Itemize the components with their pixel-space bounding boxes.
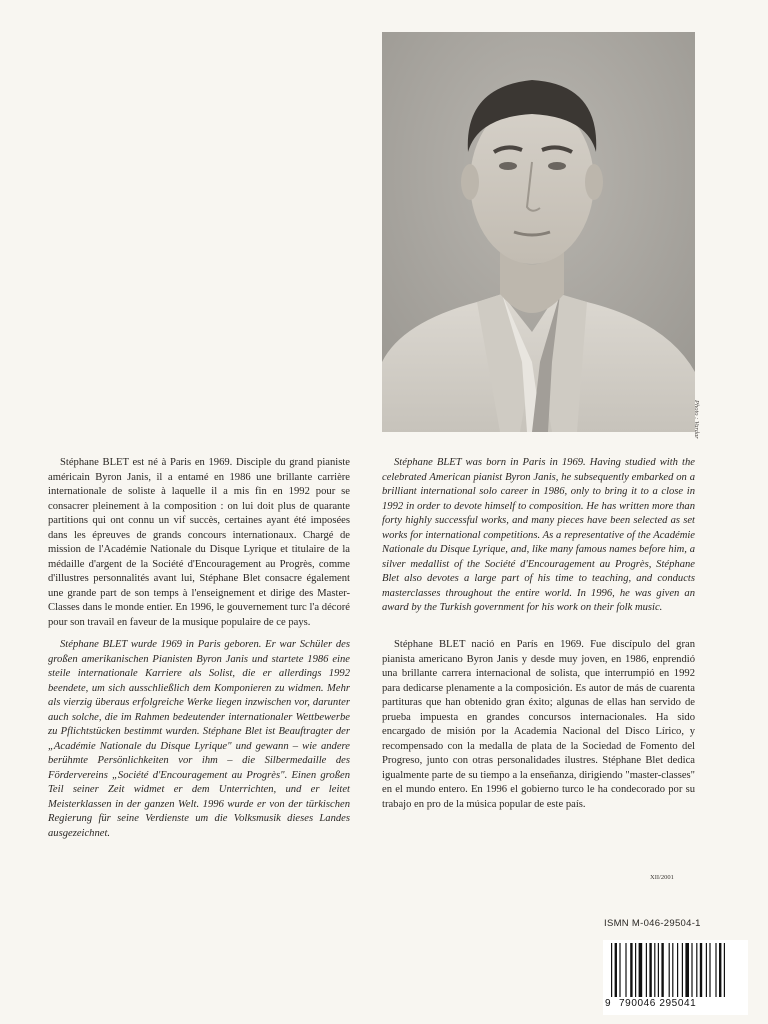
barcode-bar [630, 943, 632, 997]
biography-spanish: Stéphane BLET nació en París en 1969. Fue discípulo del gran pianista americano Byron Janis y desde muy joven, en 1986, enprendió una brillante carrera internacional de solista, que interrumpió en 1992 para dedicarse plenamente a la composición. Es autor de más de cuarenta partituras que han obtenido gran éxito; algunas de ellas han servido de prueba impuesta en grandes concursos internacionales. Ha sido encargado de misión por la Academia Nacional del Disco Lírico, y recompensado con la medalla de plata de la Sociedad de Fomento del Progreso, junto con otras personalidades ilustres. Stéphane Blet dedica igualmente parte de su tiempo a la enseñanza, dirigiendo "master-classes" en el mundo entero. En 1996 el gobierno turco le ha condecorado por su trabajo en pro de la música popular de este país. [382, 639, 695, 810]
barcode-bar [682, 943, 683, 997]
barcode-bar [696, 943, 697, 997]
ismn-number: ISMN M-046-29504-1 [604, 918, 701, 929]
barcode-first-digit: 9 [605, 998, 611, 1009]
barcode-bar [691, 943, 692, 997]
barcode-bar [615, 943, 617, 997]
barcode-bar [639, 943, 643, 997]
photo-credit: Photo : Vardar [693, 400, 700, 439]
biography-french: Stéphane BLET est né à Paris en 1969. Disciple du grand pianiste américain Byron Janis, il a entamé en 1986 une brillante carrière internationale de soliste à laquelle il a mis fin en 1992 pour se consacrer pleinement à la composition : on lui doit plus de quarante partitions qui ont connu un vif succès, certaines ayant été imposées dans les épreuves de grands concours internationaux. Chargé de mission de l'Académie Nationale du Disque Lyrique et titulaire de la médaille d'argent de la Société d'Encouragement au Progrès, comme d'illustres personnalités avant lui, Stéphane Blet consacre également une grande part de son temps à l'enseignement et dirige des Master-Classes dans le monde entier. En 1996, le gouvernement turc l'a décoré pour son travail en faveur de la musique populaire de ce pays. [48, 457, 350, 628]
barcode-bar [646, 943, 647, 997]
barcode-digits: 790046 295041 [619, 998, 697, 1009]
barcode-bar [709, 943, 710, 997]
barcode-bar [654, 943, 655, 997]
portrait-photo [382, 32, 695, 432]
barcode-bar [706, 943, 707, 997]
barcode-bar [677, 943, 678, 997]
barcode-bar [685, 943, 689, 997]
barcode-bar [700, 943, 702, 997]
barcode-bar [724, 943, 725, 997]
barcode-bar [669, 943, 670, 997]
portrait-illustration [382, 32, 695, 432]
barcode-bar [649, 943, 651, 997]
barcode-bar [719, 943, 721, 997]
barcode-bar [635, 943, 636, 997]
edition-date: XII/2001 [650, 874, 674, 881]
biography-german: Stéphane BLET wurde 1969 in Paris geboren. Er war Schüler des großen amerikanischen Pianisten Byron Janis und startete 1986 eine steile internationale Karriere als Solist, die er allerdings 1992 beendete, um sich ausschließlich dem Komponieren zu widmen. Mehr als vierzig überaus erfolgreiche Werke liegen inzwischen vor, darunter auch solche, die im Rahmen bedeutender internationaler Wettbewerbe zu Pflichtstücken bestimmt wurden. Stéphane Blet ist Beauftragter der „Académie Nationale du Disque Lyrique" und gewann – wie andere berühmte Persönlichkeiten vor ihm – die Silbermedaille des Fördervereins „Société d'Encouragement au Progrès". Einen großen Teil seiner Zeit widmet er dem Unterrichten, und er leitet Meisterklassen in der ganzen Welt. 1996 wurde er von der türkischen Regierung für seine Verdienste um die Volksmusik dieses Landes ausgezeichnet. [48, 639, 350, 839]
barcode [603, 940, 748, 1015]
barcode-bar [619, 943, 620, 997]
barcode-bar [715, 943, 716, 997]
barcode-bar [661, 943, 663, 997]
barcode-bar [611, 943, 612, 997]
barcode-bar [625, 943, 626, 997]
barcode-bars [611, 943, 741, 999]
biography-english: Stéphane BLET was born in Paris in 1969. Having studied with the celebrated American pianist Byron Janis, he subsequently embarked on a brilliant international solo career in 1986, only to bring it to a close in 1992 in order to devote himself to composition. He has written more than forty highly successful works, and many pieces have been selected as set works for international competitions. As a representative of the Académie Nationale du Disque Lyrique, and, like many famous names before him, a silver medallist of the Société d'Encouragement au Progrès, Stéphane Blet also devotes a large part of his time to teaching, and conducts masterclasses throughout the entire world. In 1996, he was given an award by the Turkish government for his work on their folk music. [382, 457, 695, 613]
barcode-bar [658, 943, 659, 997]
barcode-bar [672, 943, 673, 997]
